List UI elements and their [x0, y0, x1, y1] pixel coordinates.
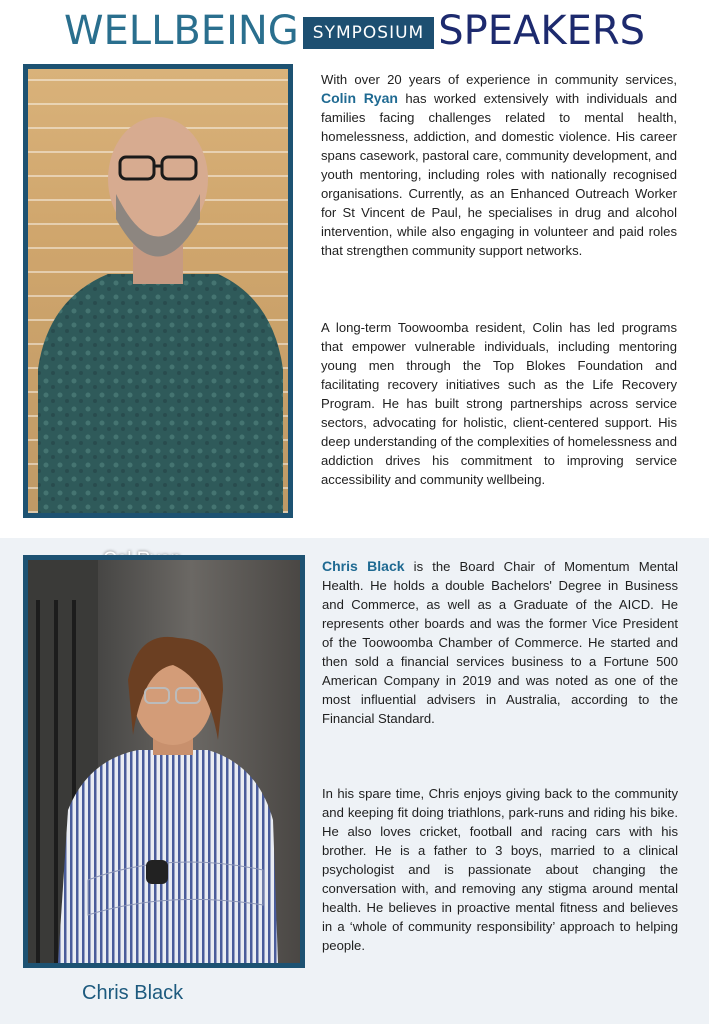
header-badge: SYMPOSIUM: [303, 17, 434, 49]
speaker2-photo: [23, 555, 305, 968]
speaker2-bio-paragraph-2: In his spare time, Chris enjoys giving back to the community and keeping fit doing triathlons, park-runs and riding his bike. He also loves cricket, football and racing cars with his brother. He is a father to 3 boys, married to a clinical psychologist and is passionate about changing the conversation with, and removing any stigma around mental health. He believes in proactive mental fitness and believes in a ‘whole of community responsibility’ approach to helping people.: [322, 786, 678, 953]
speaker2-name: Chris Black: [322, 558, 405, 574]
speaker2-bio-paragraph-1: [322, 557, 678, 728]
speaker2-portrait-illustration: [28, 560, 300, 963]
page-header: [0, 0, 709, 62]
header-title-right: SPEAKERS: [438, 8, 646, 54]
speaker2-photo-caption: Chris Black: [82, 982, 184, 1004]
speaker1-portrait-illustration: [28, 69, 288, 513]
speaker1-bio-intro: With over 20 years of experience in community services,: [321, 72, 677, 87]
speaker1-name: Colin Ryan: [321, 90, 398, 106]
speaker1-bio-text: has worked extensively with individuals and families facing challenges related to mental health, homelessness, addiction, and domestic violence. His career spans casework, pastoral care, community development, and youth mentoring, including roles with nationally recognised organisations. Currently, as an Enhanced Outreach Worker for St Vincent de Paul, he specialises in drug and alcohol intervention, while also engaging in volunteer and paid roles that strengthen community support networks.: [321, 91, 677, 258]
speaker2-bio-text: is the Board Chair of Momentum Mental Health. He holds a double Bachelors' Degree in Business and Commerce, as well as a Graduate of the AICD. He represents other boards and was the former Vice President of the Toowoomba Chamber of Commerce. He started and then sold a financial services business to a Fortune 500 American Company in 2019 and was noted as one of the most influential advisers in Australia, according to the Financial Standard.: [322, 559, 678, 726]
speaker1-bio-paragraph-2: A long-term Toowoomba resident, Colin has led programs that empower vulnerable individuals, including mentoring young men through the Top Blokes Foundation and facilitating recovery initiatives such as the Life Recovery Program. He has built strong partnerships across service sectors, advocating for holistic, client-centered support. His deep understanding of the complexities of homelessness and addiction drives his commitment to improving service accessibility and community wellbeing.: [321, 320, 677, 487]
header-title-left: WELLBEING: [63, 8, 299, 54]
speaker1-bio-paragraph-1: [321, 70, 677, 260]
speaker1-photo: [23, 64, 293, 518]
